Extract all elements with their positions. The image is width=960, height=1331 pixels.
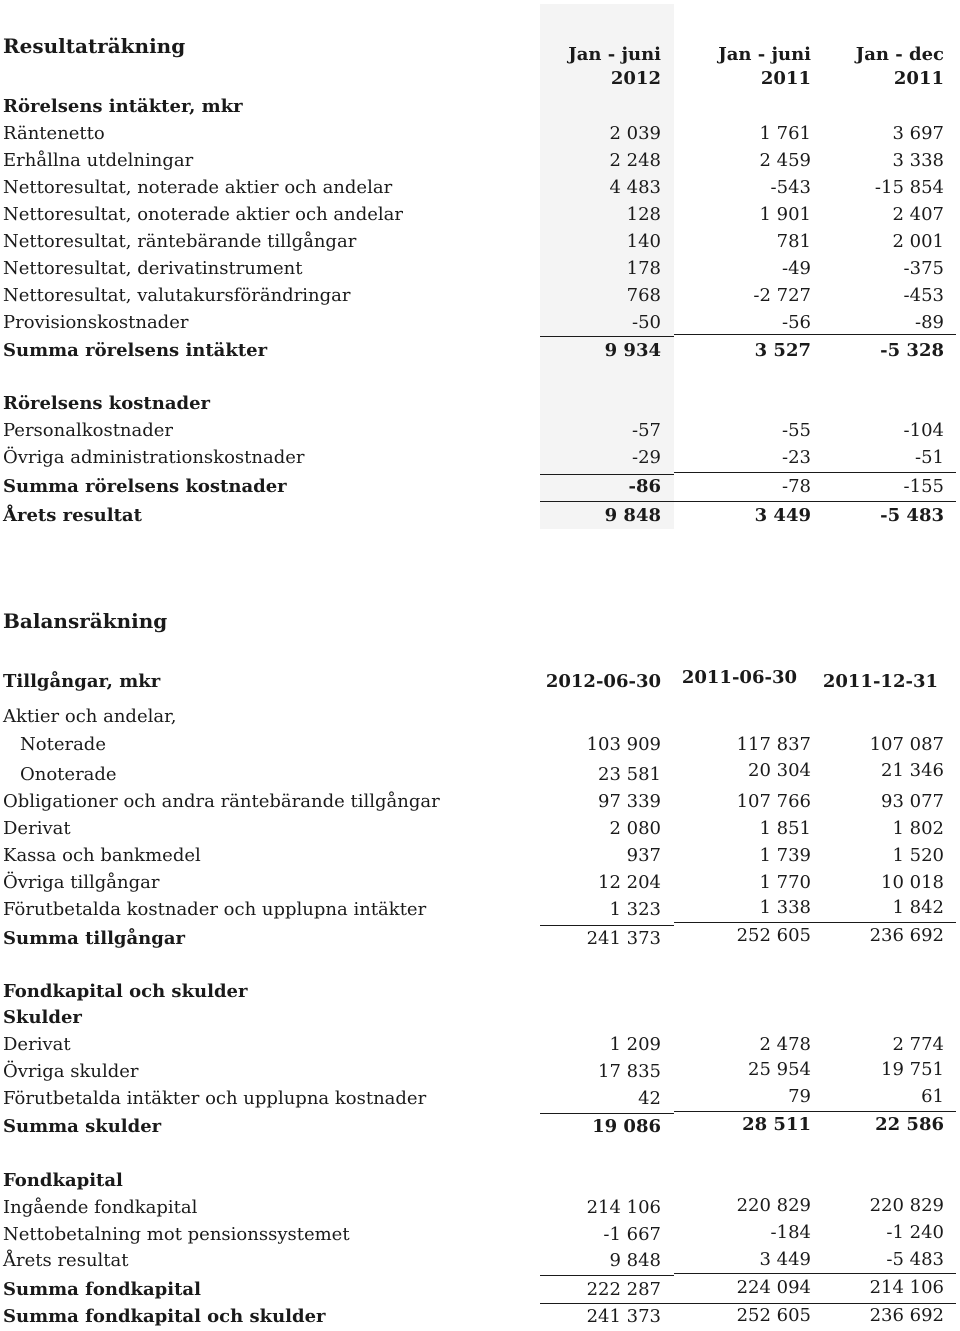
revenue-heading: Rörelsens intäkter, mkr: [3, 96, 243, 117]
assets-heading: Tillgångar, mkr: [3, 671, 161, 692]
table-row: Personalkostnader -57 -55 -104: [3, 420, 944, 441]
table-row: Noterade 103 909 117 837 107 087: [20, 734, 944, 755]
revenue-total-row: Summa rörelsens intäkter 9 934 3 527 -5 328: [3, 340, 944, 361]
equity-liabilities-heading-row: [0, 978, 960, 1005]
table-row: Nettobetalning mot pensionssystemet -1 667 -184 -1 240: [3, 1222, 944, 1245]
table-row: Erhållna utdelningar 2 248 2 459 3 338: [3, 150, 944, 171]
cost-heading: Rörelsens kostnader: [3, 393, 211, 414]
equity-total-row: Summa fondkapital 222 287 224 094 214 106: [3, 1277, 944, 1300]
income-col-header-2: Jan - juni 2011: [718, 44, 811, 89]
income-col-header-1: Jan - juni 2012: [568, 44, 661, 89]
shares-heading: Aktier och andelar,: [3, 706, 177, 727]
liabilities-heading-row: [0, 1004, 960, 1031]
shares-heading-row: [0, 703, 960, 730]
balance-col-header-2: 2011-06-30: [681, 667, 797, 688]
balance-sheet-title-row: [0, 608, 960, 635]
income-statement-title-row: [0, 33, 960, 60]
table-row: Övriga administrationskostnader -29 -23 -51: [3, 447, 944, 468]
liabilities-total-row: Summa skulder 19 086 28 511 22 586: [3, 1114, 944, 1137]
balance-col-header-3: 2011-12-31: [822, 671, 938, 692]
cost-heading-row: [0, 390, 960, 417]
divider: [674, 334, 956, 335]
income-statement-title: Resultaträkning: [3, 34, 186, 58]
table-row: Övriga skulder 17 835 25 954 19 751: [3, 1059, 944, 1082]
assets-header-row: [0, 668, 960, 695]
table-row: Övriga tillgångar 12 204 1 770 10 018: [3, 872, 944, 893]
equity-heading: Fondkapital: [3, 1170, 123, 1191]
table-row: Nettoresultat, noterade aktier och andelar 4 483 -543 -15 854: [3, 177, 944, 198]
table-row: Årets resultat 9 848 3 449 -5 483: [3, 1249, 944, 1271]
table-row: Nettoresultat, valutakursförändringar 768 -2 727 -453: [3, 285, 944, 306]
liabilities-heading: Skulder: [3, 1007, 82, 1028]
table-row: Obligationer och andra räntebärande tillgångar 97 339 107 766 93 077: [3, 791, 944, 812]
table-row: Onoterade 23 581 20 304 21 346: [20, 760, 944, 785]
table-row: Kassa och bankmedel 937 1 739 1 520: [3, 845, 944, 866]
table-row: Nettoresultat, onoterade aktier och andelar 128 1 901 2 407: [3, 204, 944, 225]
table-row: Förutbetalda intäkter och upplupna kostnader 42 79 61: [3, 1086, 944, 1109]
revenue-heading-row: [0, 93, 960, 120]
result-row: Årets resultat 9 848 3 449 -5 483: [3, 505, 944, 526]
grand-total-row: Summa fondkapital och skulder 241 373 252 605 236 692: [3, 1305, 944, 1327]
asset-total-row: Summa tillgångar 241 373 252 605 236 692: [3, 925, 944, 949]
cost-total-row: Summa rörelsens kostnader -86 -78 -155: [3, 476, 944, 497]
table-row: Förutbetalda kostnader och upplupna intäkter 1 323 1 338 1 842: [3, 897, 944, 920]
table-row: Provisionskostnader -50 -56 -89: [3, 312, 944, 333]
table-row: Nettoresultat, räntebärande tillgångar 140 781 2 001: [3, 231, 944, 252]
balance-sheet-title: Balansräkning: [3, 609, 168, 633]
equity-liabilities-heading: Fondkapital och skulder: [3, 981, 248, 1002]
balance-col-header-1: 2012-06-30: [545, 671, 661, 692]
table-row: Derivat 2 080 1 851 1 802: [3, 818, 944, 839]
equity-heading-row: [0, 1167, 960, 1194]
table-row: Ingående fondkapital 214 106 220 829 220 829: [3, 1195, 944, 1218]
table-row: Nettoresultat, derivatinstrument 178 -49 -375: [3, 258, 944, 279]
table-row: Derivat 1 209 2 478 2 774: [3, 1034, 944, 1055]
table-row: Räntenetto 2 039 1 761 3 697: [3, 123, 944, 144]
income-col-header-3: Jan - dec 2011: [855, 44, 944, 89]
